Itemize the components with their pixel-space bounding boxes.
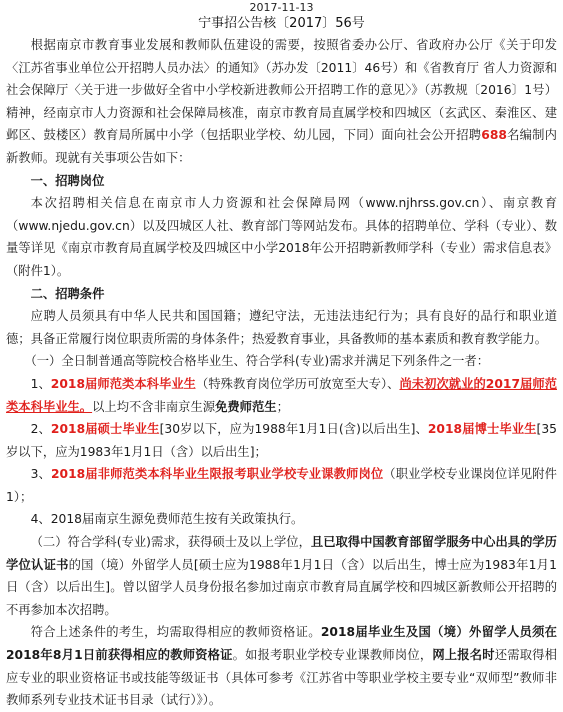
item-3-red: 2018届非师范类本科毕业生限报考职业学校专业课教师岗位 <box>50 467 384 482</box>
intro-text-b: 名编制内新教师。现就有关事项公告如下： <box>6 128 557 165</box>
section-1-heading: 一、招聘岗位 <box>30 173 105 188</box>
item-2-red-a: 2018届硕士毕业生 <box>50 422 160 437</box>
item-2-red-b: 2018届博士毕业生 <box>427 422 537 437</box>
condition-item-2 <box>6 418 557 463</box>
document-number: 宁事招公告核〔2017〕56号 <box>198 16 365 31</box>
item-1-bold: 免费师范生 <box>215 399 277 414</box>
item-1-tail-b: ； <box>276 399 289 414</box>
item-1-tail-a: 以上均不含非南京生源 <box>92 399 216 414</box>
cert-c: 还需取得相应专业的职业资格证书或技能等级证书（具体可参考《江苏省中等职业学校主要专业“双师型”教师非教师系列专业技术证书目录（试行）》）。 <box>6 648 557 708</box>
section-2-heading: 二、招聘条件 <box>30 286 105 301</box>
publish-date: 2017-11-13 <box>249 1 314 14</box>
item-2-number: 2、 <box>30 422 51 437</box>
intro-text-a: 根据南京市教育事业发展和教师队伍建设的需要，按照省委办公厅、省政府办公厅《关于印发〈江苏省事业单位公开招聘人员办法〉的通知》（苏办发〔2011〕46号）和《省教育厅 省人力资源和社会保障厅〈关于进一步做好全省中小学校新进教师公开招聘工作的意见〉》（苏教规〔2016〕1号）精神，经南京市人力资源和社会保障局核准，南京市教育局直属学校和四城区（玄武区、秦淮区、建邺区、鼓楼区）教育局所属中小学（包括职业学校、幼儿园，下同）面向社会公开招聘 <box>6 38 557 143</box>
cond-2-a: （二）符合学科(专业)需求，获得硕士及以上学位， <box>30 535 311 550</box>
cert-bold-a: 2018届毕业生及国（境）外留学人员须在2018年8月1日前获得相应的教师资格证 <box>6 625 557 663</box>
item-1-mid: （特殊教育岗位学历可放宽至大专）、 <box>196 376 400 391</box>
item-3-number: 3、 <box>30 467 51 482</box>
condition-item-4: 4、2018届南京生源免费师范生按有关政策执行。 <box>30 512 304 527</box>
item-3-tail: （职业学校专业课岗位详见附件1）； <box>6 467 557 504</box>
item-1-red-a: 2018届师范类本科毕业生 <box>50 376 197 391</box>
item-1-red-b: 尚未初次就业的2017届师范类本科毕业生。 <box>6 376 557 414</box>
cond-2-bold: 且已取得中国教育部留学服务中心出具的学历学位认证书 <box>6 535 557 572</box>
condition-item-3 <box>6 463 557 508</box>
condition-item-1 <box>6 373 557 418</box>
certificate-paragraph <box>6 621 557 711</box>
cert-bold-b: 网上报名时 <box>432 648 495 663</box>
item-2-mid: [30岁以下，应为1988年1月1日(含)以后出生]、 <box>159 422 428 437</box>
item-1-number: 1、 <box>30 376 51 391</box>
intro-paragraph <box>6 34 557 170</box>
cert-a: 符合上述条件的考生，均需取得相应的教师资格证。 <box>30 625 321 640</box>
section-2-body: 应聘人员须具有中华人民共和国国籍；遵纪守法，无违法违纪行为；具有良好的品行和职业道德；具备正常履行岗位职责所需的身体条件；热爱教育事业，具备教师的基本素质和教育教学能力。 <box>6 309 557 346</box>
cert-b: 。如报考职业学校专业课教师岗位， <box>232 648 433 663</box>
cond-2-b: 的国（境）外留学人员[硕士应为1988年1月1日（含）以后出生，博士应为1983年1月1日（含）以后出生]。曾以留学人员身份报名参加过南京市教育局直属学校和四城区新教师公开招聘的不再参加本次招聘。 <box>6 557 557 617</box>
section-1-body: 本次招聘相关信息在南京市人力资源和社会保障局网（www.njhrss.gov.cn）、南京教育（www.njedu.gov.cn）以及四城区人社、教育部门等网站发布。具体的招聘单位、学科（专业）、数量等详见《南京市教育局直属学校及四城区中小学2018年公开招聘新教师学科（专业）需求信息表》（附件1）。 <box>6 196 557 278</box>
condition-1-intro: （一）全日制普通高等院校合格毕业生、符合学科(专业)需求并满足下列条件之一者： <box>24 354 490 369</box>
condition-2 <box>6 531 557 621</box>
announcement-page <box>0 1 563 712</box>
recruit-count: 688 <box>481 128 507 143</box>
item-2-tail: [35岁以下，应为1983年1月1日（含）以后出生]； <box>6 422 557 459</box>
